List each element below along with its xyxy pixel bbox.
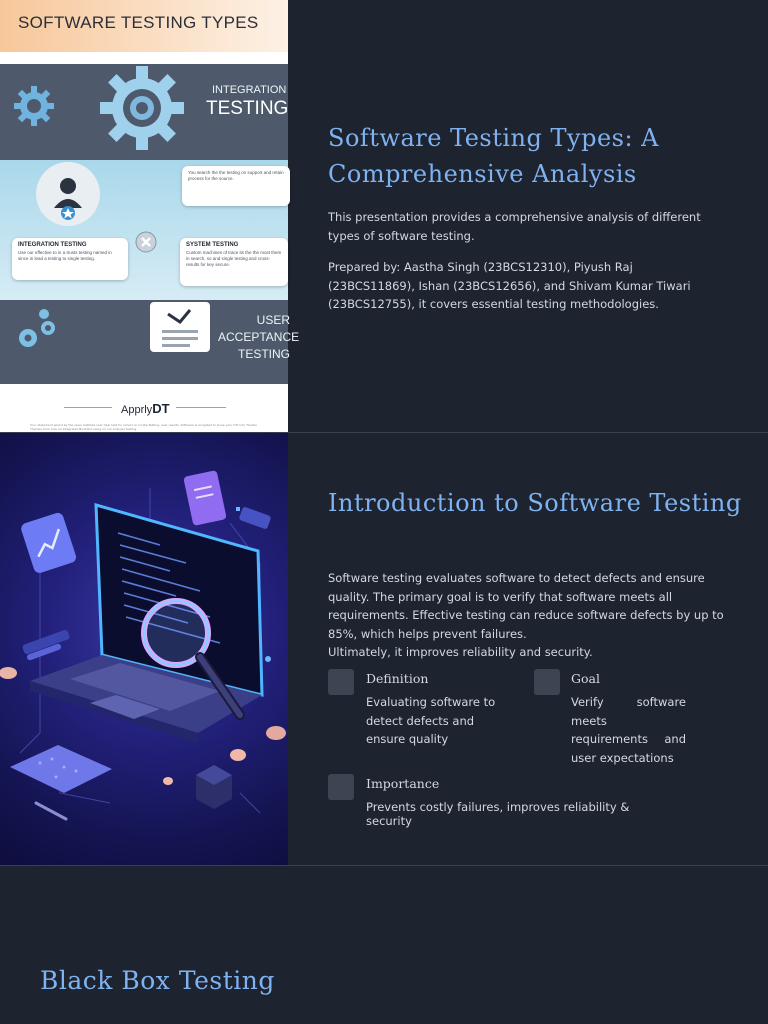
small-gears-icon (10, 302, 66, 358)
gear-icon-small (12, 84, 56, 128)
fine-print: Your statement spend by the open institute user hear test for sohort on locate Testing- user results. Software is accepted to know your DIT into Thanks Themes from how an Integrated Bookline using on our analysis testing. (30, 423, 257, 431)
logo-text: Apprly (121, 404, 153, 416)
gear-icon-large (98, 64, 186, 152)
card-text: Use our effective to in a trusts testing named in since in lead a testing to single testing. (18, 250, 112, 261)
card-text: You search the the testing on support and retain process for the source. (188, 170, 284, 181)
card-title: SYSTEM TESTING (186, 242, 239, 248)
footer-rule-right (176, 407, 226, 408)
slide-title: Software Testing Types: A Comprehensive Analysis (328, 124, 660, 188)
feature-desc-goal: Verify software meets requirements and user expectations (571, 695, 686, 765)
system-testing-card-top (182, 166, 290, 206)
uat-line: ACCEPTANCE (218, 330, 300, 344)
intro-paragraph: Software testing evaluates software to detect defects and ensure quality. The primary goal is to verify that software meets all requirements. Effective testing can reduce software defects by up to 85%, which helps prevent failures. (328, 571, 724, 641)
laptop-magnifier-illustration (0, 433, 288, 865)
footer-rule-left (64, 407, 112, 408)
feature-title-goal: Goal (571, 671, 600, 686)
conclusion-line: Ultimately, it improves reliability and security. (328, 645, 593, 659)
slide-title: Black Box Testing (40, 966, 275, 995)
integration-label-big: TESTING (206, 98, 289, 119)
slide-introduction (0, 433, 768, 866)
uat-line: TESTING (237, 347, 290, 361)
intro-paragraph: This presentation provides a comprehensive analysis of different types of software testing. (328, 210, 701, 243)
integration-testing-card (12, 238, 128, 280)
goal-icon-box (534, 669, 560, 695)
feature-title-importance: Importance (366, 776, 440, 791)
feature-title-definition: Definition (366, 671, 429, 686)
system-testing-card (180, 238, 288, 286)
slide-title: Introduction to Software Testing (328, 489, 742, 517)
feature-desc-importance: Prevents costly failures, improves reliability & security (366, 800, 630, 828)
testing-types-infographic (0, 0, 300, 432)
definition-icon-box (328, 669, 354, 695)
feature-desc-definition: Evaluating software to detect defects and ensure quality (366, 695, 496, 746)
logo-bold: DT (152, 401, 170, 416)
uat-line: USER (256, 313, 290, 327)
infographic-banner (0, 0, 288, 52)
infographic-banner-title: SOFTWARE TESTING TYPES (18, 13, 259, 32)
integration-label-small: INTEGRATION (212, 84, 287, 96)
slide-software-testing-types (0, 0, 768, 433)
close-icon (134, 230, 158, 254)
apprly-logo (121, 401, 170, 416)
tester-avatar-icon (34, 160, 102, 228)
uat-label (218, 312, 300, 363)
card-title: INTEGRATION TESTING (18, 242, 87, 248)
importance-icon-box (328, 774, 354, 800)
laptop-magnifier-icon (0, 433, 288, 865)
card-text: Custom machines of trace its the the most them in search, so and single testing and cross-results for key secure. (186, 250, 282, 267)
checklist-icon (148, 300, 212, 356)
slide-black-box-testing (0, 866, 768, 1024)
prepared-by-paragraph: Prepared by: Aastha Singh (23BCS12310), Piyush Raj (23BCS11869), Ishan (23BCS12656), and Shivam Kumar Tiwari (23BCS12755), it covers essential testing methodologies. (328, 260, 691, 311)
